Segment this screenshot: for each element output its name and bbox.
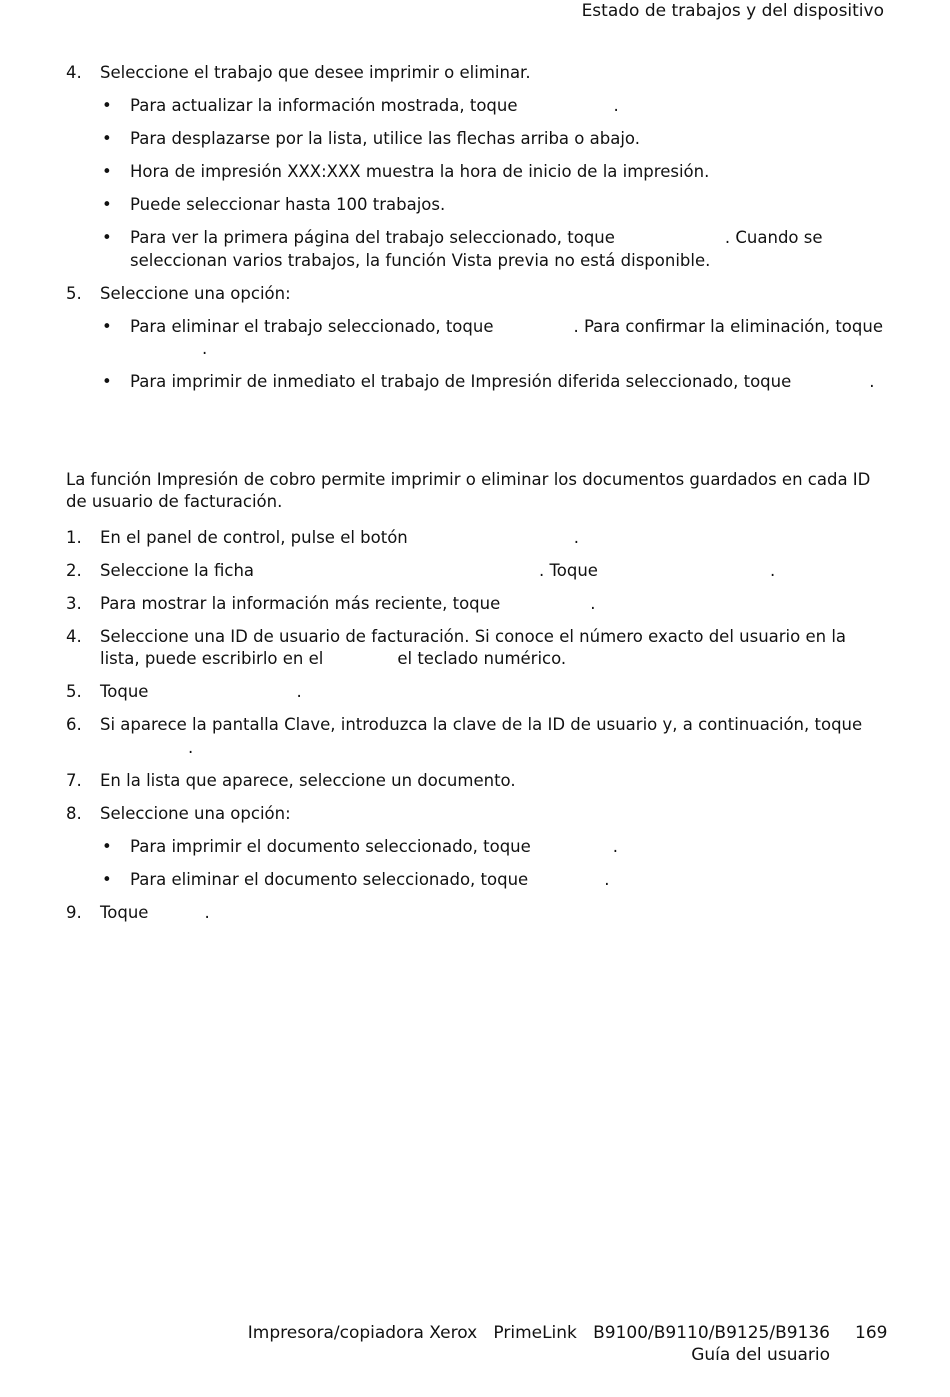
step-text-end: . — [296, 682, 302, 701]
bullet-text-end: . — [604, 869, 610, 889]
step-text-end-line — [100, 737, 884, 760]
page-number: 169 — [855, 1323, 888, 1343]
bullet-text: Puede seleccionar hasta 100 trabajos. — [130, 195, 446, 214]
bullet-dot: • — [102, 195, 112, 214]
step-text: Seleccione el trabajo que desee imprimir o eliminar. — [100, 63, 531, 82]
step-4b — [66, 626, 884, 671]
bullet-text-end: . — [613, 96, 619, 115]
step-number: 7. — [66, 770, 82, 790]
step-text: Toque — [100, 902, 149, 922]
step-text: Si aparece la pantalla Clave, introduzca la clave de la ID de usuario y, a continuación, toque — [100, 715, 863, 734]
bullet-dot: • — [102, 129, 112, 148]
step-number: 9. — [66, 902, 82, 922]
bullet-delete-job — [66, 316, 884, 361]
step-5b — [66, 681, 884, 704]
bullet-text: Para imprimir el documento seleccionado, toque — [130, 836, 531, 856]
step-text: Seleccione una opción: — [100, 803, 291, 823]
running-header: Estado de trabajos y del dispositivo — [581, 1, 884, 21]
bullet-dot: • — [102, 836, 112, 856]
bullet-text: Para imprimir de inmediato el trabajo de Impresión diferida seleccionado, toque — [130, 372, 792, 391]
bullet-print-now — [66, 371, 884, 394]
footer-guide: Guía del usuario — [691, 1345, 830, 1365]
page-content — [66, 62, 884, 924]
step-number: 6. — [66, 715, 82, 734]
step-text-end: . — [573, 527, 580, 547]
bullet-text-mid: . Para confirmar la eliminación, toque — [573, 316, 883, 336]
bullet-dot: • — [102, 372, 112, 391]
bullet-dot: • — [102, 869, 112, 889]
bullet-text: Para actualizar la información mostrada, toque — [130, 96, 518, 115]
bullet-dot: • — [102, 228, 112, 247]
step-1 — [66, 527, 884, 550]
bullet-text: Para eliminar el documento seleccionado, toque — [130, 869, 529, 889]
step-3 — [66, 593, 884, 616]
step-5 — [66, 283, 884, 306]
step-text: Seleccione una ID de usuario de facturación. Si conoce el número exacto del usuario en la lista, puede escribirlo en el — [100, 626, 847, 668]
section-intro: La función Impresión de cobro permite imprimir o eliminar los documentos guardados en cada ID de usuario de facturación. — [66, 469, 871, 511]
footer-product: Impresora/copiadora Xerox PrimeLink B9100/B9110/B9125/B9136 — [247, 1323, 830, 1343]
bullet-dot: • — [102, 96, 112, 115]
step-text: Para mostrar la información más reciente, toque — [100, 593, 501, 613]
step-number: 5. — [66, 682, 82, 701]
bullet-refresh — [66, 95, 884, 118]
step-number: 3. — [66, 593, 82, 613]
step-number: 1. — [66, 527, 82, 547]
step-7 — [66, 770, 884, 793]
step-text-end: . — [188, 737, 194, 757]
step-number: 4. — [66, 63, 82, 82]
step-text: Seleccione una opción: — [100, 283, 291, 303]
bullet-text-end-line — [130, 338, 884, 361]
bullet-text: Para ver la primera página del trabajo seleccionado, toque — [130, 228, 615, 247]
step-9 — [66, 902, 884, 925]
step-text-end: . — [769, 560, 776, 580]
bullet-preview — [66, 227, 884, 272]
step-6 — [66, 714, 884, 759]
step-text-end: . — [590, 593, 596, 613]
bullet-text-end: . — [612, 836, 619, 856]
bullet-dot: • — [102, 162, 112, 181]
bullet-text-end: . — [869, 372, 875, 391]
step-2 — [66, 560, 884, 583]
step-text-end: . — [204, 902, 210, 922]
step-number: 2. — [66, 560, 82, 580]
bullet-text: Para eliminar el trabajo seleccionado, toque — [130, 316, 494, 336]
bullet-text-end: . — [202, 339, 208, 358]
step-text-mid: . Toque — [539, 560, 598, 580]
bullet-dot: • — [102, 316, 112, 336]
step-number: 5. — [66, 283, 82, 303]
bullet-print-doc — [66, 836, 884, 859]
step-text-end: el teclado numérico. — [397, 649, 567, 668]
bullet-print-time — [66, 161, 884, 184]
bullet-scroll — [66, 128, 884, 151]
step-text: Toque — [100, 682, 149, 701]
step-text: En la lista que aparece, seleccione un documento. — [100, 770, 516, 790]
bullet-text: Hora de impresión XXX:XXX muestra la hora de inicio de la impresión. — [130, 162, 710, 181]
step-number: 4. — [66, 626, 82, 646]
step-text: En el panel de control, pulse el botón — [100, 527, 408, 547]
bullet-text-end: . Cuando se seleccionan varios trabajos, la función Vista previa no está disponible. — [130, 228, 823, 270]
step-text: Seleccione la ficha — [100, 560, 255, 580]
bullet-delete-doc — [66, 869, 884, 892]
step-4 — [66, 62, 884, 85]
step-8 — [66, 803, 884, 826]
bullet-max-jobs — [66, 194, 884, 217]
bullet-text: Para desplazarse por la lista, utilice las flechas arriba o abajo. — [130, 129, 640, 148]
step-number: 8. — [66, 803, 82, 823]
